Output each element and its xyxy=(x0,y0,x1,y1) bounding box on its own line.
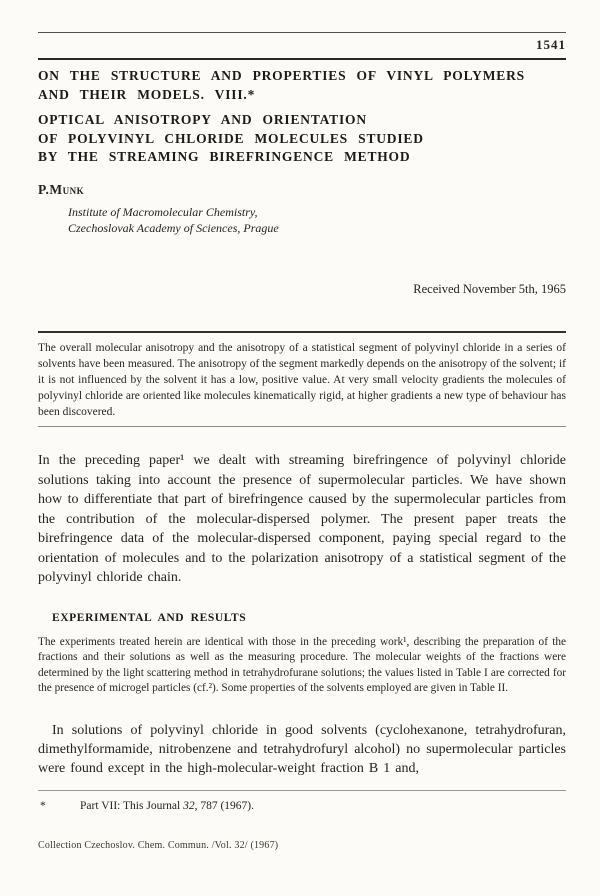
author-name: P.Munk xyxy=(38,182,85,197)
article-title-line: AND THEIR MODELS. VIII.* xyxy=(38,86,256,102)
page-number: 1541 xyxy=(536,37,566,52)
article-subtitle xyxy=(38,111,566,167)
affiliation-line: Czechoslovak Academy of Sciences, Prague xyxy=(68,220,279,235)
abstract-text: The overall molecular anisotropy and the anisotropy of a statistical segment of polyvinyl chloride in a series of solvents have been measured. The anisotropy of the segment markedly depends on the anisotropy of the solvent; if it is not influenced by the solvent it has a low, positive value. At very small velocity gradients the molecules of polyvinyl chloride are oriented like molecules kinematically rigid, at higher gradients a new type of behaviour has been discovered. xyxy=(38,342,566,418)
footnote xyxy=(38,800,566,812)
footnote-volume: 32 xyxy=(183,800,195,812)
article-subtitle-line: BY THE STREAMING BIREFRINGENCE METHOD xyxy=(38,149,411,164)
footnote-rule xyxy=(38,790,566,791)
abstract-rule-top xyxy=(38,331,566,333)
footnote-text-prefix: Part VII: This Journal xyxy=(80,800,184,812)
footnote-text xyxy=(80,800,566,812)
section-heading-experimental: EXPERIMENTAL AND RESULTS xyxy=(52,612,247,624)
body-paragraph-2: The experiments treated herein are identical with those in the preceding work¹, describing the preparation of the fractions and their solutions as well as the measuring procedure. The molecular weights of the fractions were determined by the light scattering method in tetrahydrofurane solutions; the values listed in Table I are corrected for the presence of microgel particles (cf.²). Some properties of the solvents employed are given in Table II. xyxy=(38,636,566,695)
article-subtitle-line: OF POLYVINYL CHLORIDE MOLECULES STUDIED xyxy=(38,130,424,146)
article-title xyxy=(38,67,566,104)
footnote-marker: * xyxy=(40,800,46,812)
top-rule-upper xyxy=(38,32,566,33)
body-paragraph-1: In the preceding paper¹ we dealt with streaming birefringence of polyvinyl chloride solutions taking into account the presence of supermolecular particles. We have shown how to differentiate that part of birefringence caused by the supermolecular particles from the contribution of the molecular-dispersed polymer. The present paper treats the birefringence data of the molecular-dispersed component, paying special regard to the orientation of molecules and to the polarization anisotropy of a statistical segment of the polyvinyl chloride chain. xyxy=(38,453,566,585)
journal-imprint: Collection Czechoslov. Chem. Commun. /Vol. 32/ (1967) xyxy=(38,840,279,851)
abstract-rule-bottom xyxy=(38,426,566,427)
footnote-text-suffix: , 787 (1967). xyxy=(194,800,254,812)
received-date: Received November 5th, 1965 xyxy=(413,282,566,296)
article-title-line: ON THE STRUCTURE AND PROPERTIES OF VINYL POLYMERS xyxy=(38,68,525,83)
affiliation-line: Institute of Macromolecular Chemistry, xyxy=(68,205,258,219)
article-subtitle-line: OPTICAL ANISOTROPY AND ORIENTATION xyxy=(38,112,367,127)
author-affiliation xyxy=(68,205,488,236)
body-paragraph-3: In solutions of polyvinyl chloride in good solvents (cyclohexanone, tetrahydrofuran, dimethylformamide, nitrobenzene and tetrahydrofuryl alcohol) no supermolecular particles were found except in the high-molecular-weight fraction B 1 and, xyxy=(38,723,566,776)
top-rule-lower xyxy=(38,58,566,60)
